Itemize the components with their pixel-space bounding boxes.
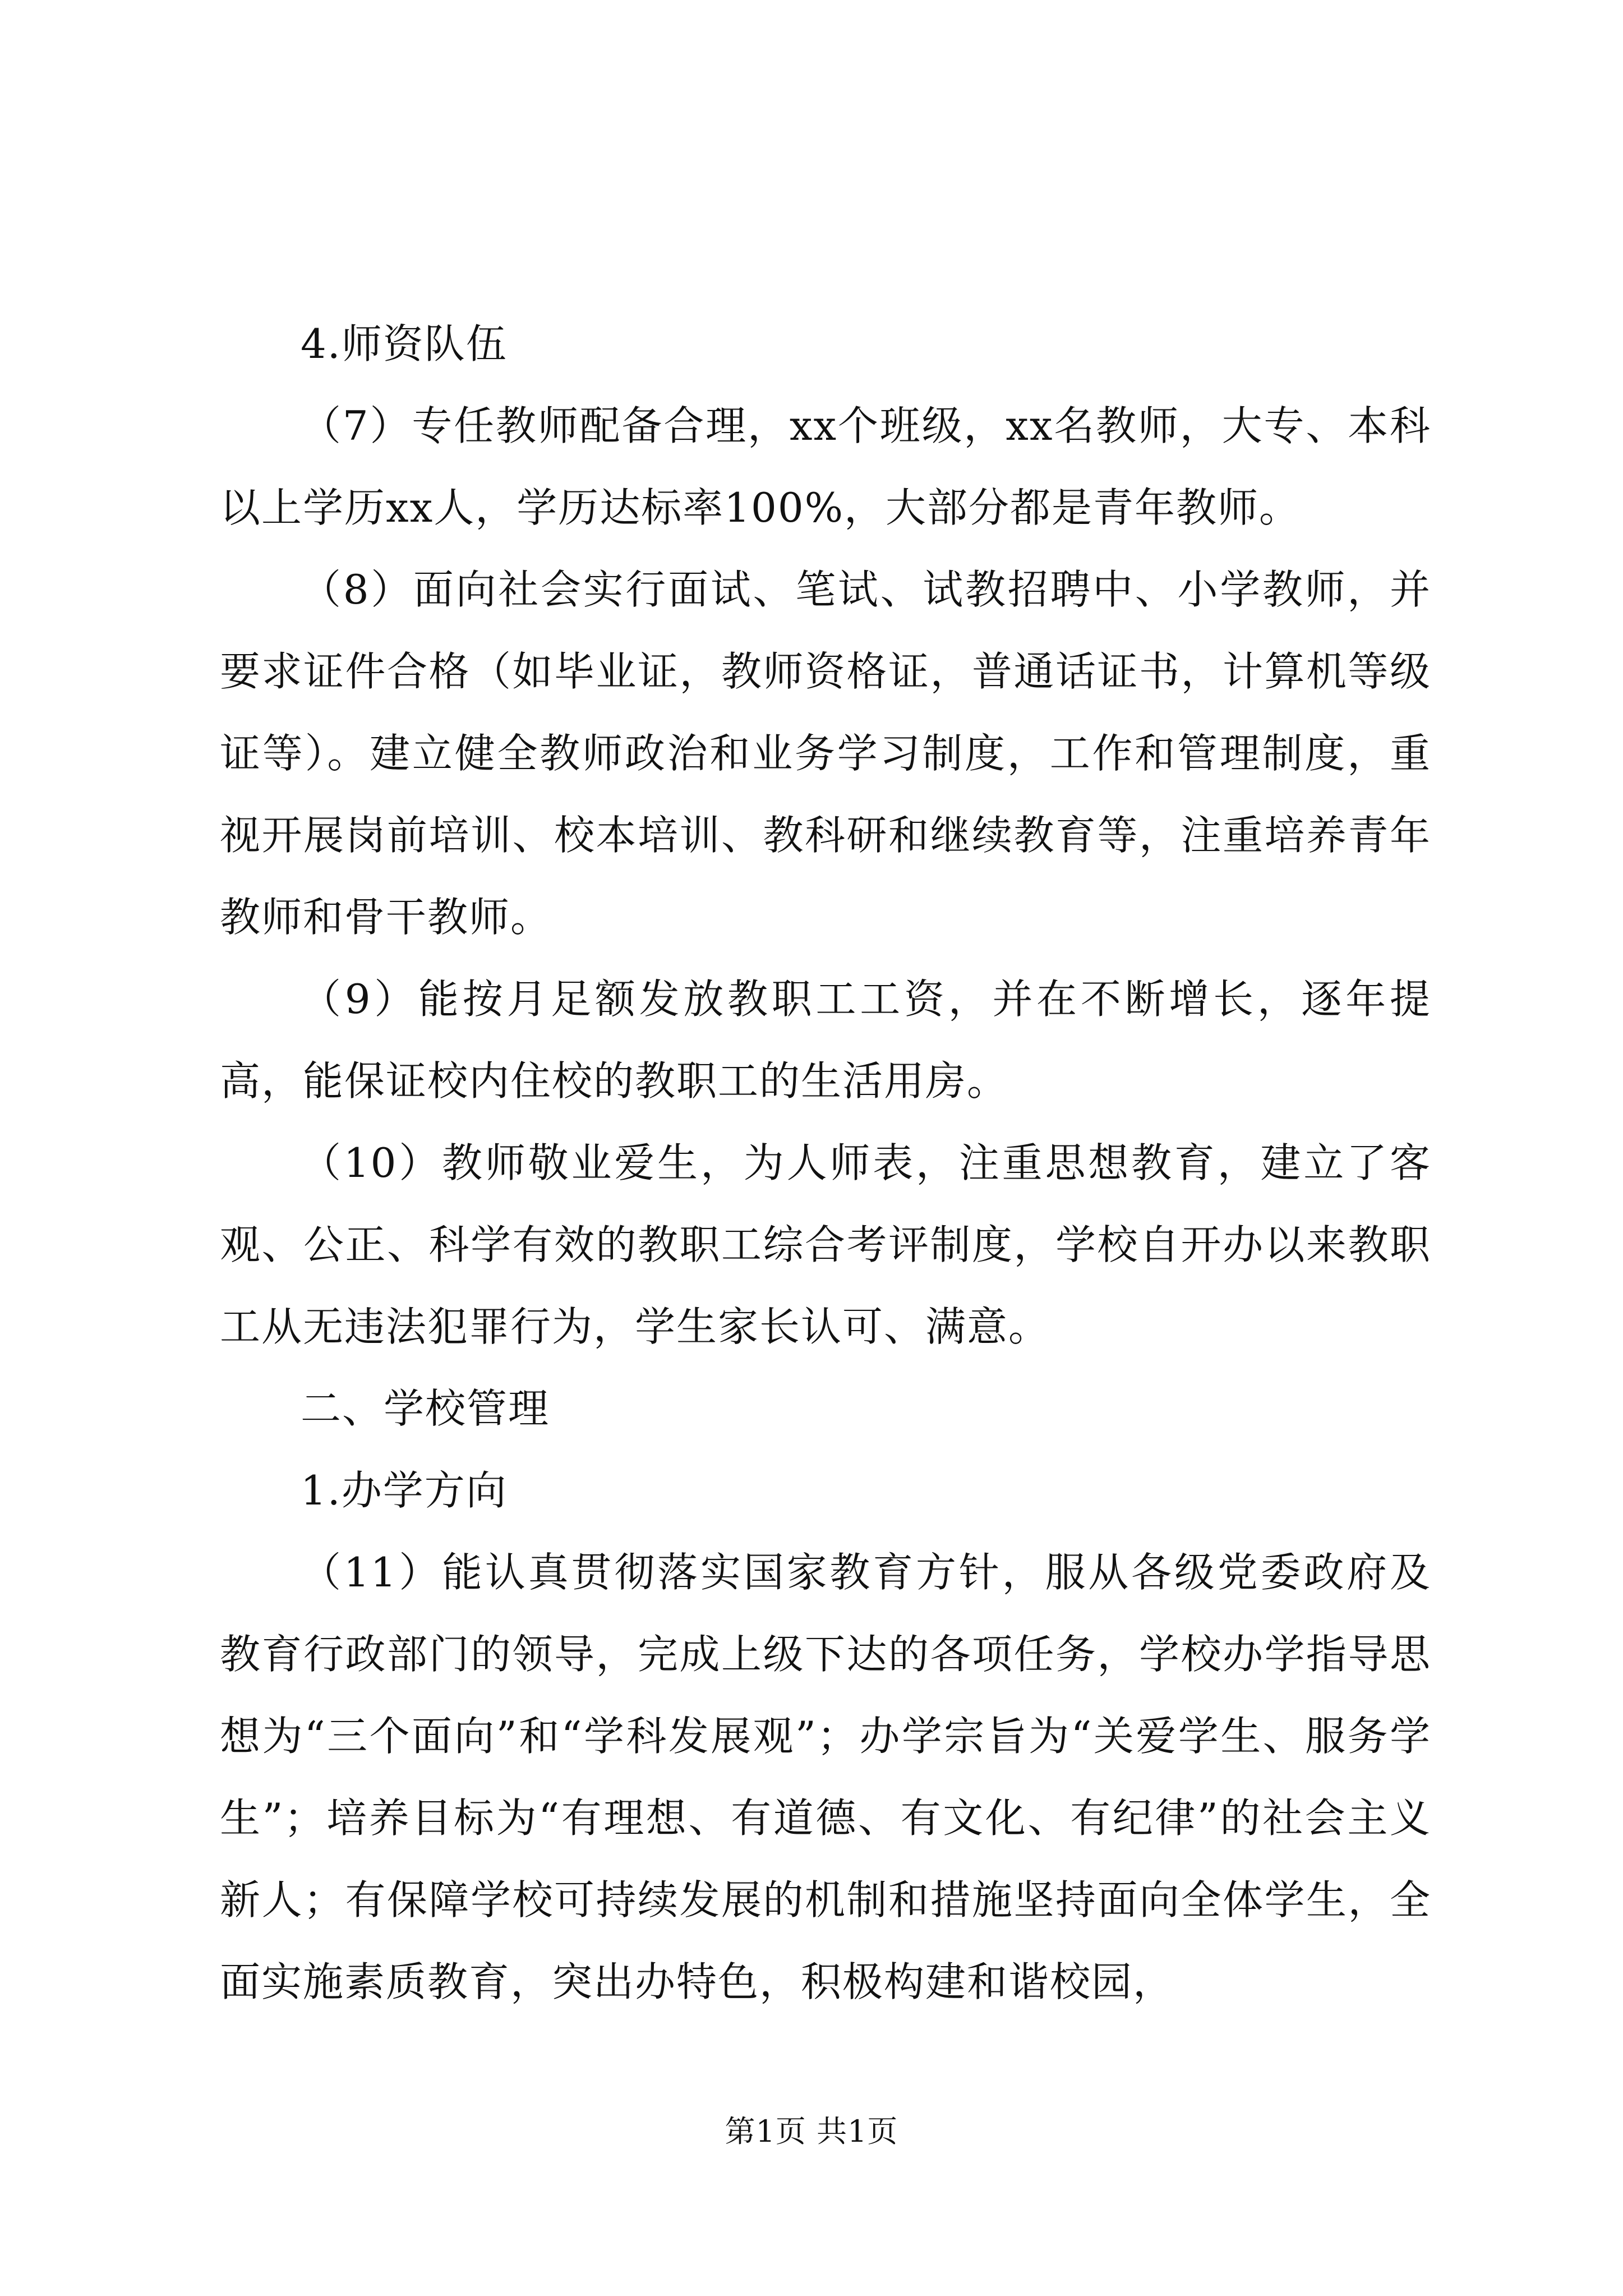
paragraph-9: （9）能按月足额发放教职工工资，并在不断增长，逐年提高，能保证校内住校的教职工的生活用房。	[220, 976, 1431, 1105]
section-heading-school-management: 二、学校管理	[301, 1385, 550, 1432]
paragraph-8: （8）面向社会实行面试、笔试、试教招聘中、小学教师，并要求证件合格（如毕业证，教师资格证，普通话证书，计算机等级证等）。建立健全教师政治和业务学习制度，工作和管理制度，重视开展岗前培训、校本培训、教科研和继续教育等，注重培养青年教师和骨干教师。	[220, 566, 1431, 941]
page-footer: 第1页 共1页	[725, 2114, 898, 2149]
section-heading-school-direction: 1.办学方向	[301, 1467, 508, 1514]
paragraph-7: （7）专任教师配备合理，xx个班级，xx名教师，大专、本科以上学历xx人，学历达标率100%，大部分都是青年教师。	[220, 402, 1431, 531]
document-body	[220, 303, 1431, 2023]
paragraph-11: （11）能认真贯彻落实国家教育方针，服从各级党委政府及教育行政部门的领导，完成上级下达的各项任务，学校办学指导思想为“三个面向”和“学科发展观”；办学宗旨为“关爱学生、服务学生”；培养目标为“有理想、有道德、有文化、有纪律”的社会主义新人；有保障学校可持续发展的机制和措施坚持面向全体学生，全面实施素质教育，突出办特色，积极构建和谐校园，	[220, 1549, 1431, 2005]
paragraph-10: （10）教师敬业爱生，为人师表，注重思想教育，建立了客观、公正、科学有效的教职工综合考评制度，学校自开办以来教职工从无违法犯罪行为，学生家长认可、满意。	[220, 1139, 1431, 1350]
section-heading-teachers: 4.师资队伍	[301, 320, 508, 367]
